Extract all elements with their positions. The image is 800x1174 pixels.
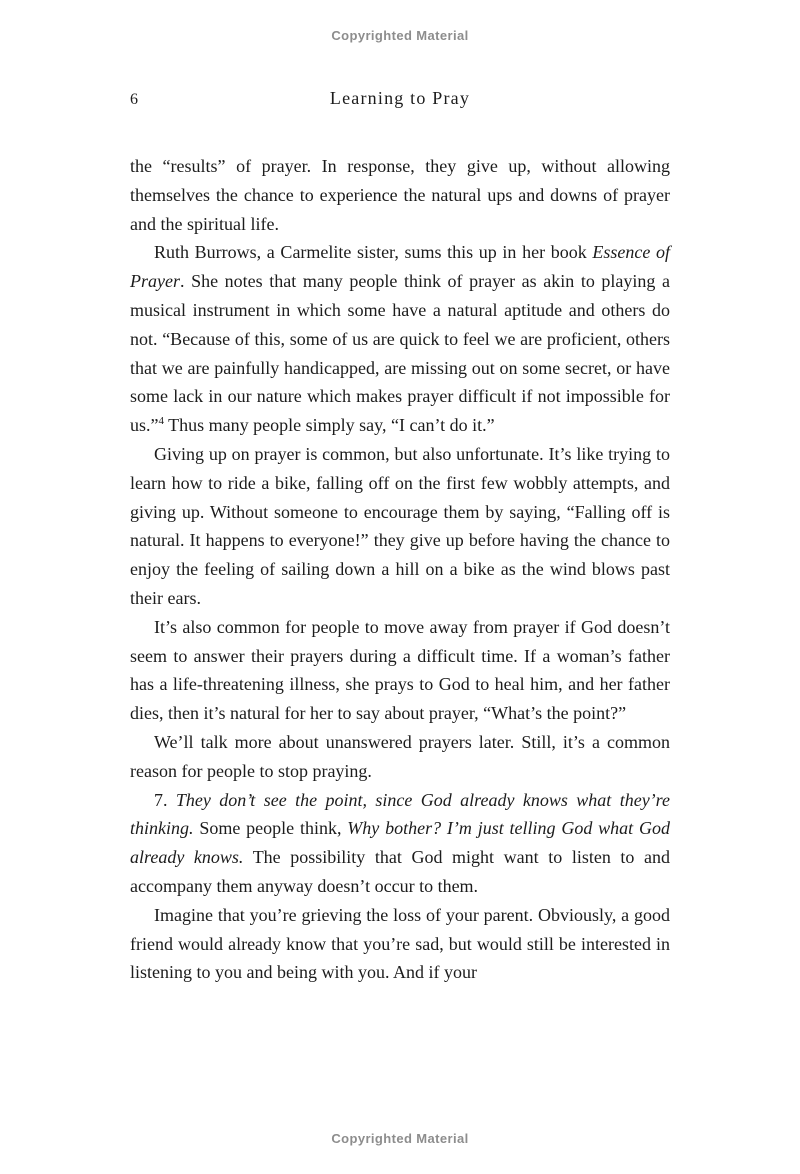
paragraph: [130, 613, 670, 728]
text-segment: Some people think,: [193, 818, 348, 839]
text-segment: 7.: [154, 789, 176, 810]
paragraph: [130, 901, 670, 987]
text-segment: Giving up on prayer is common, but also unfortunate. It’s like trying to learn how to ride a bike, falling off on the first few wobbly attempts, and giving up. Without someone to encourage them by saying, “Falling off is natural. It happens to everyone!” they give up before having the chance to enjoy the feeling of sailing down a hill on a bike as the wind blows past their ears.: [130, 443, 670, 608]
text-segment: Imagine that you’re grieving the loss of your parent. Obviously, a good friend would already know that you’re sad, but would still be interested in listening to you and being with you. And if your: [130, 904, 670, 983]
text-segment: Why bother? I’m just telling God what God already knows.: [130, 818, 670, 868]
copyright-notice-bottom: Copyrighted Material: [331, 1131, 469, 1146]
text-segment: It’s also common for people to move away from prayer if God doesn’t seem to answer their prayers during a difficult time. If a woman’s father has a life-threatening illness, she prays to God to heal him, and her father dies, then it’s natural for her to say about prayer, “What’s the point?”: [130, 616, 670, 724]
paragraph: [130, 238, 670, 440]
paragraph: [130, 786, 670, 901]
running-head-title: Learning to Pray: [329, 88, 471, 108]
text-segment: Essence of Prayer: [130, 242, 670, 292]
text-segment: The possibility that God might want to listen to and accompany them anyway doesn’t occur to them.: [130, 847, 670, 896]
text-segment: . She notes that many people think of prayer as akin to playing a musical instrument in which some have a natural aptitude and others do not. “Because of this, some of us are quick to feel we are proficient, others that we are painfully handicapped, are missing out on some secret, or have some lack in our nature which makes prayer difficult if not impossible for us.”: [130, 271, 670, 436]
page-header: [130, 88, 670, 112]
text-segment: the “results” of prayer. In response, they give up, without allowing themselves the chance to experience the natural ups and downs of prayer and the spiritual life.: [130, 156, 670, 234]
paragraph: [130, 728, 670, 786]
body-text: [130, 152, 670, 987]
text-segment: Thus many people simply say, “I can’t do it.”: [164, 415, 495, 436]
footnote-reference: 4: [158, 415, 164, 428]
paragraph: [130, 152, 670, 238]
text-segment: We’ll talk more about unanswered prayers later. Still, it’s a common reason for people to stop praying.: [130, 731, 670, 781]
text-segment: Ruth Burrows, a Carmelite sister, sums this up in her book: [154, 242, 593, 263]
copyright-notice-top: Copyrighted Material: [331, 28, 469, 43]
page-number: 6: [130, 91, 138, 108]
paragraph: [130, 440, 670, 613]
text-segment: They don’t see the point, since God already knows what they’re thinking.: [130, 789, 670, 839]
